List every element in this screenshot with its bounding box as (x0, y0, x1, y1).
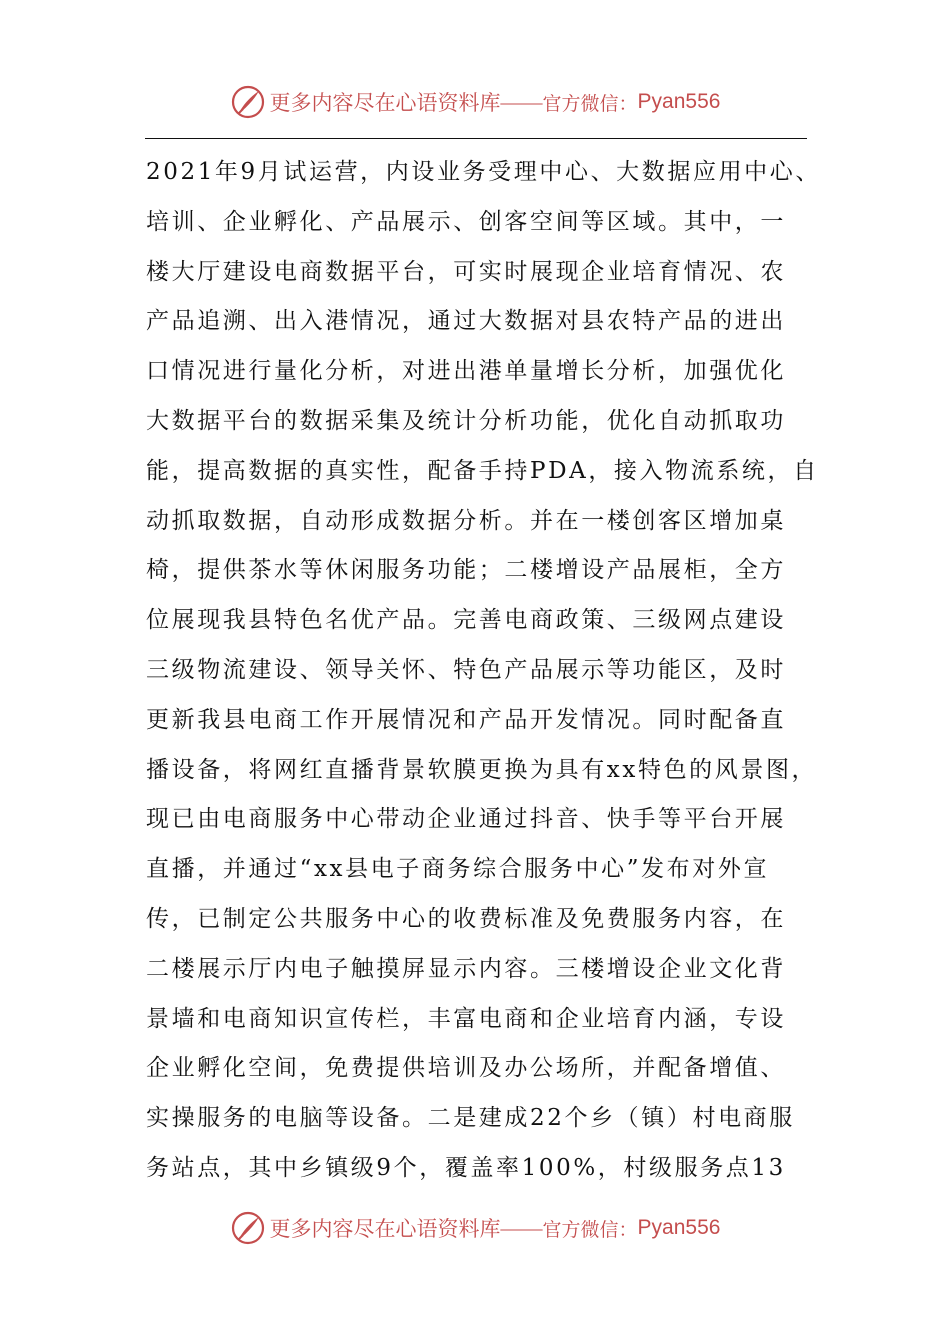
header-site-name: 更多内容尽在心语资料库 (269, 91, 501, 115)
body-line: 能，提高数据的真实性，配备手持PDA，接入物流系统，自 (146, 457, 819, 484)
body-line: 更新我县电商工作开展情况和产品开发情况。同时配备直 (146, 706, 786, 733)
header-banner (0, 80, 950, 124)
footer-banner (0, 1206, 950, 1250)
document-body (146, 148, 821, 1194)
body-line: 产品追溯、出入港情况，通过大数据对县农特产品的进出 (146, 308, 786, 335)
body-line: 实操服务的电脑等设备。二是建成22个乡（镇）村电商服 (146, 1105, 795, 1132)
body-line: 培训、企业孵化、产品展示、创客空间等区域。其中，一 (146, 208, 786, 235)
body-line: 传，已制定公共服务中心的收费标准及免费服务内容，在 (146, 905, 786, 932)
header-handle: Pyan556 (637, 90, 721, 113)
body-line: 三级物流建设、领导关怀、特色产品展示等功能区，及时 (146, 656, 786, 683)
body-line: 景墙和电商知识宣传栏，丰富电商和企业培育内涵，专设 (146, 1005, 786, 1032)
quill-pen-icon (230, 1210, 266, 1246)
body-line: 直播，并通过“xx县电子商务综合服务中心”发布对外宣 (146, 856, 770, 883)
body-line: 2021年9月试运营，内设业务受理中心、大数据应用中心、 (146, 159, 821, 185)
body-line: 大数据平台的数据采集及统计分析功能，优化自动抓取功 (146, 407, 786, 434)
header-divider (145, 138, 807, 139)
footer-separator: —— (500, 1215, 543, 1240)
body-line: 企业孵化空间，免费提供培训及办公场所，并配备增值、 (146, 1055, 786, 1082)
body-line: 现已由电商服务中心带动企业通过抖音、快手等平台开展 (146, 806, 786, 833)
body-line: 播设备，将网红直播背景软膜更换为具有xx特色的风景图， (146, 756, 818, 783)
body-line: 位展现我县特色名优产品。完善电商政策、三级网点建设 (146, 607, 786, 634)
footer-handle: Pyan556 (637, 1216, 721, 1239)
header-official-label: 官方微信： (542, 92, 638, 115)
footer-official-label: 官方微信： (542, 1218, 638, 1241)
quill-pen-icon (230, 84, 266, 120)
footer-site-name: 更多内容尽在心语资料库 (269, 1217, 501, 1241)
body-line: 务站点，其中乡镇级9个，覆盖率100%，村级服务点13 (146, 1154, 786, 1181)
header-separator: —— (500, 89, 543, 114)
body-line: 动抓取数据，自动形成数据分析。并在一楼创客区增加桌 (146, 507, 786, 534)
body-line: 椅，提供茶水等休闲服务功能；二楼增设产品展柜，全方 (146, 557, 786, 584)
body-line: 楼大厅建设电商数据平台，可实时展现企业培育情况、农 (146, 258, 786, 285)
body-line: 口情况进行量化分析，对进出港单量增长分析，加强优化 (146, 358, 786, 385)
body-line: 二楼展示厅内电子触摸屏显示内容。三楼增设企业文化背 (146, 955, 786, 982)
